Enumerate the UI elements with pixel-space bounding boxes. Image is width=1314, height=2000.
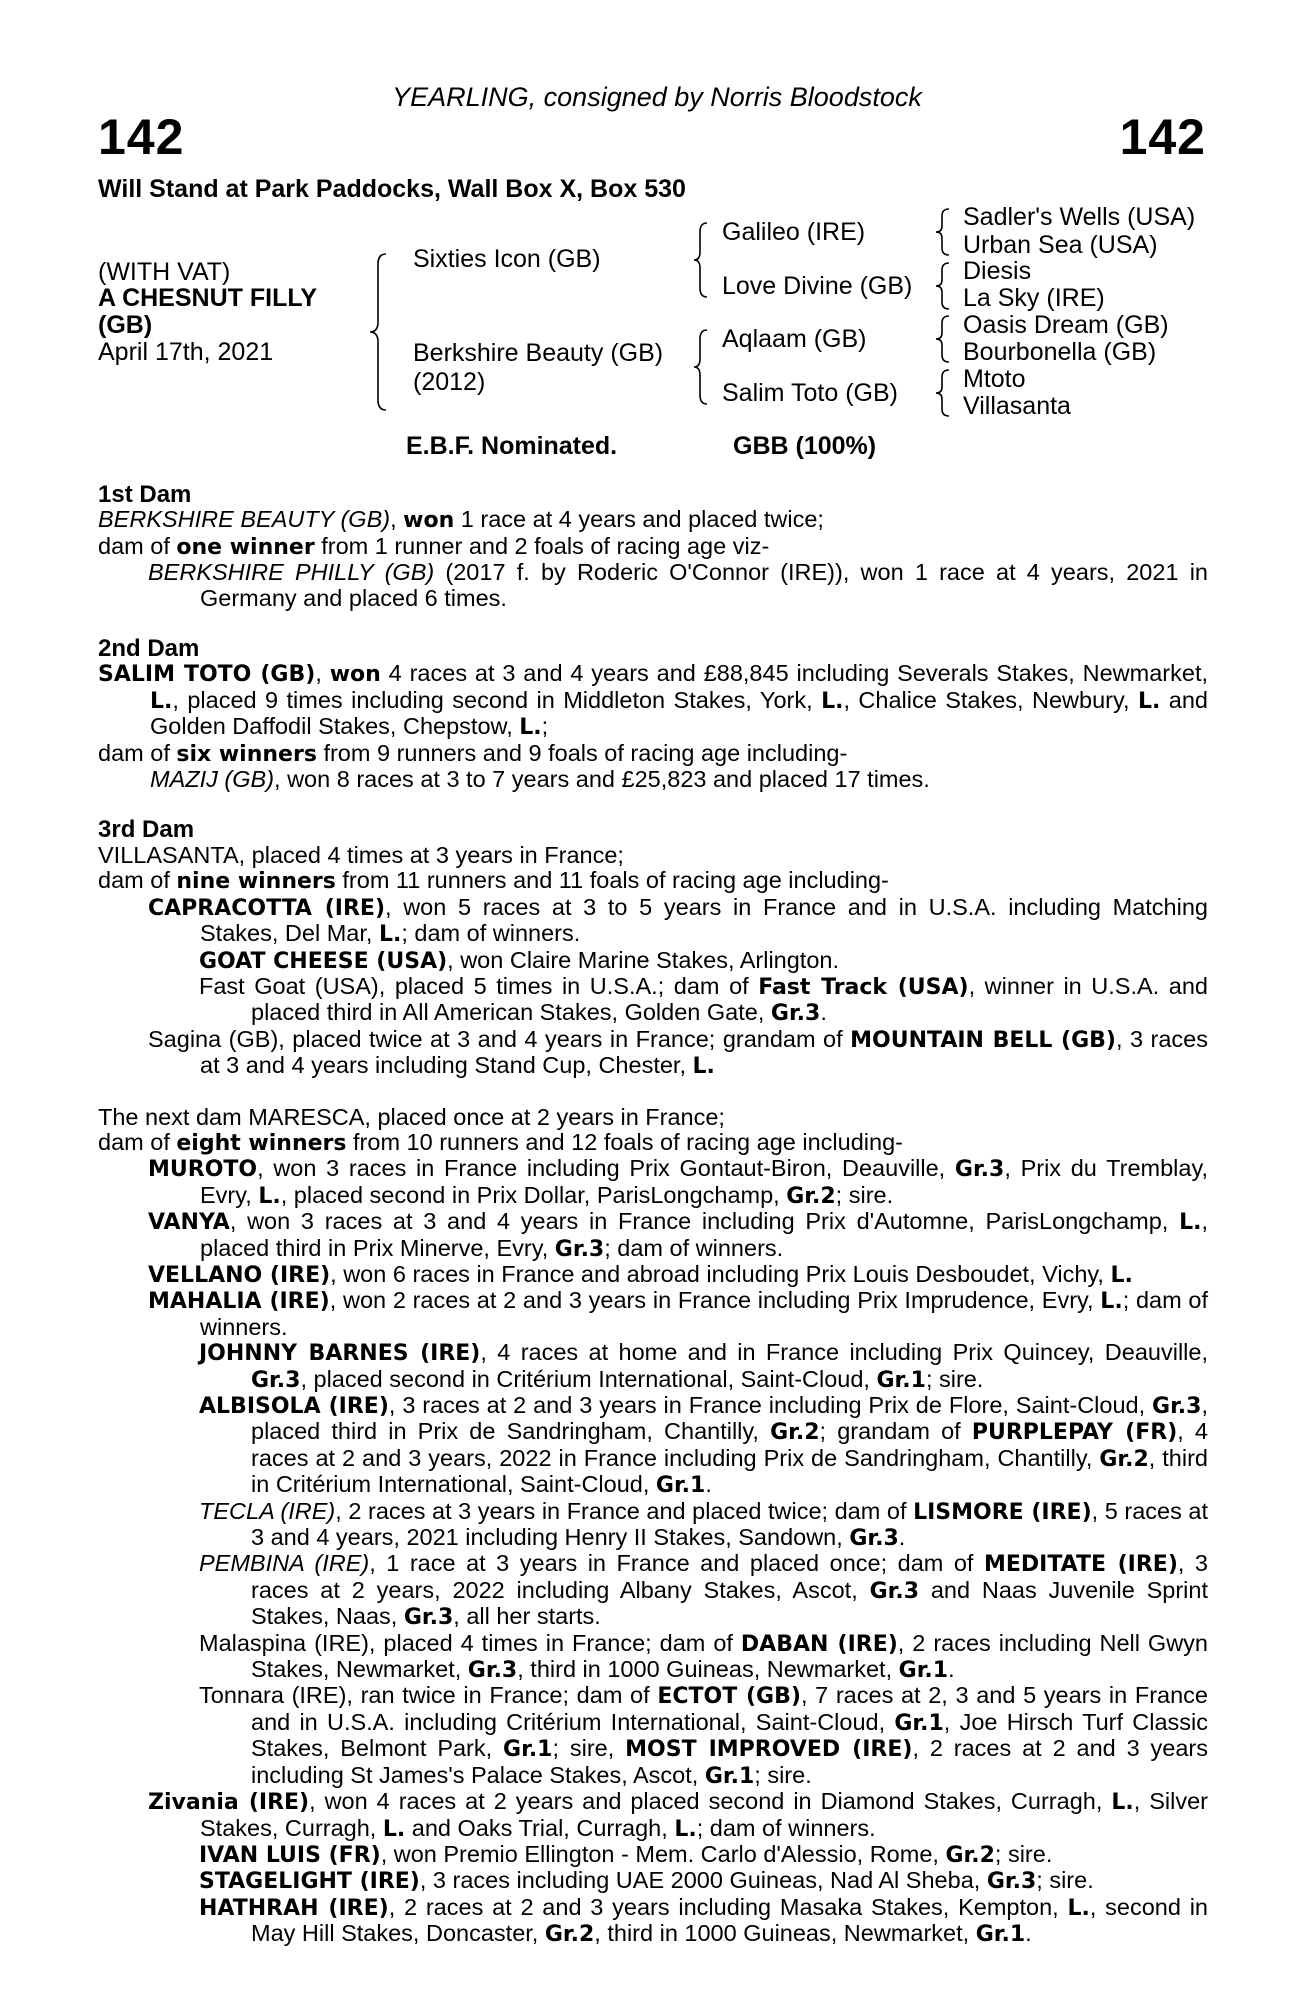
brace-parents (368, 250, 390, 414)
lot-number-left: 142 (98, 109, 185, 165)
third-dam-produce: dam of nine winners from 11 runners and 11 foals of racing age including- (98, 867, 889, 895)
gg-8: Villasanta (963, 392, 1071, 420)
second-dam-produce: dam of six winners from 9 runners and 9 foals of racing age including- (98, 739, 848, 767)
foaling-date: April 17th, 2021 (98, 338, 274, 366)
second-dam-offspring: MAZIJ (GB), won 8 races at 3 to 7 years and £25,823 and placed 17 times. (150, 766, 930, 793)
sire-dam: Love Divine (GB) (722, 272, 913, 300)
consignment-line: YEARLING, consigned by Norris Bloodstock (392, 82, 922, 112)
produce-vanya: VANYA, won 3 races at 3 and 4 years in France including Prix d'Automne, ParisLongchamp, L., placed third in Prix Minerve, Evry, Gr.3; dam of winners. (148, 1208, 1208, 1262)
dam-sire: Aqlaam (GB) (722, 325, 867, 353)
produce-mahalia: MAHALIA (IRE), won 2 races at 2 and 3 years in France including Prix Imprudence, Evry, L.; dam of winners. (148, 1287, 1208, 1340)
gg-1: Sadler's Wells (USA) (963, 203, 1196, 231)
brace-sire (692, 220, 710, 300)
produce-vellano: VELLANO (IRE), won 6 races in France and abroad including Prix Louis Desboudet, Vichy, L. (148, 1260, 1133, 1288)
produce-malaspina: Malaspina (IRE), placed 4 times in France; dam of DABAN (IRE), 2 races including Nell Gwyn Stakes, Newmarket, Gr.3, third in 1000 Guineas, Newmarket, Gr.1. (199, 1629, 1208, 1684)
horse-name: A CHESNUT FILLY (98, 284, 317, 312)
second-dam-text: SALIM TOTO (GB), won 4 races at 3 and 4 years and £88,845 including Severals Stakes, Newmarket, L., placed 9 times including second in Middleton Stakes, York, L., Chalice Stakes, Newbury, L. and Golden Daffodil Stakes, Chepstow, L.; (98, 660, 1209, 741)
produce-zivania: Zivania (IRE), won 4 races at 2 years and placed second in Diamond Stakes, Curragh, L., Silver Stakes, Curragh, L. and Oaks Trial, Curragh, L.; dam of winners. (148, 1788, 1208, 1842)
brace-g2 (934, 260, 952, 312)
first-dam-heading: 1st Dam (98, 481, 192, 508)
produce-tecla: TECLA (IRE), 2 races at 3 years in France and placed twice; dam of LISMORE (IRE), 5 races at 3 and 4 years, 2021 including Henry II Stakes, Sandown, Gr.3. (199, 1497, 1208, 1552)
dam-lines (98, 482, 1208, 1948)
horse-country: (GB) (98, 311, 153, 339)
produce-goat-cheese: GOAT CHEESE (USA), won Claire Marine Stakes, Arlington. (199, 946, 840, 974)
gg-6: Bourbonella (GB) (963, 338, 1157, 366)
produce-sagina: Sagina (GB), placed twice at 3 and 4 years in France; grandam of MOUNTAIN BELL (GB), 3 races at 3 and 4 years including Stand Cup, Chester, L. (148, 1025, 1209, 1080)
gbb-percent: GBB (100%) (733, 432, 877, 460)
produce-capracotta: CAPRACOTTA (IRE), won 5 races at 3 to 5 years in France and in U.S.A. including Matching Stakes, Del Mar, L.; dam of winners. (148, 893, 1208, 948)
third-dam-text: VILLASANTA, placed 4 times at 3 years in France; (98, 841, 624, 868)
produce-tonnara: Tonnara (IRE), ran twice in France; dam of ECTOT (GB), 7 races at 2, 3 and 5 years in France and in U.S.A. including Critérium International, Saint-Cloud, Gr.1, Joe Hirsch Turf Classic Stakes, Belmont Park, Gr.1; sire, MOST IMPROVED (IRE), 2 races at 2 and 3 years including St James's Palace Stakes, Ascot, Gr.1; sire. (199, 1682, 1209, 1789)
lot-number-right: 142 (1119, 109, 1206, 165)
first-dam-produce: dam of one winner from 1 runner and 2 foals of racing age viz- (98, 532, 770, 560)
sire-sire: Galileo (IRE) (722, 218, 866, 246)
third-dam-heading: 3rd Dam (98, 816, 195, 844)
produce-albisola: ALBISOLA (IRE), 3 races at 2 and 3 years in France including Prix de Flore, Saint-Cloud, Gr.3, placed third in Prix de Sandringham, Chantilly, Gr.2; grandam of PURPLEPAY (FR), 4 races at 2 and 3 years, 2022 in France including Prix de Sandringham, Chantilly, Gr.2, third in Critérium International, Saint-Cloud, Gr.1. (199, 1392, 1208, 1499)
produce-fast-goat: Fast Goat (USA), placed 5 times in U.S.A.; dam of Fast Track (USA), winner in U.S.A. and placed third in All American Stakes, Golden Gate, Gr.3. (199, 972, 1208, 1027)
produce-hathrah: HATHRAH (IRE), 2 races at 2 and 3 years including Masaka Stakes, Kempton, L., second in May Hill Stakes, Doncaster, Gr.2, third in 1000 Guineas, Newmarket, Gr.1. (199, 1893, 1209, 1948)
gg-3: Diesis (963, 257, 1032, 285)
sire: Sixties Icon (GB) (413, 245, 601, 273)
ebf-nominated: E.B.F. Nominated. (406, 432, 618, 460)
stand-location: Will Stand at Park Paddocks, Wall Box X, Box 530 (98, 175, 686, 203)
produce-ivan-luis: IVAN LUIS (FR), won Premio Ellington - Mem. Carlo d'Alessio, Rome, Gr.2; sire. (199, 1840, 1053, 1868)
dam-name: Berkshire Beauty (GB) (413, 339, 664, 367)
vat-note: (WITH VAT) (98, 258, 231, 286)
brace-dam (692, 327, 710, 407)
second-dam-heading: 2nd Dam (98, 635, 200, 663)
dam-dam: Salim Toto (GB) (722, 379, 898, 407)
produce-muroto: MUROTO, won 3 races in France including Prix Gontaut-Biron, Deauville, Gr.3, Prix du Tremblay, Evry, L., placed second in Prix Dollar, ParisLongchamp, Gr.2; sire. (148, 1155, 1208, 1209)
brace-g1 (934, 206, 952, 258)
produce-stagelight: STAGELIGHT (IRE), 3 races including UAE 2000 Guineas, Nad Al Sheba, Gr.3; sire. (199, 1867, 1094, 1895)
brace-g4 (934, 367, 952, 419)
first-dam-text: BERKSHIRE BEAUTY (GB), won 1 race at 4 years and placed twice; (98, 506, 824, 534)
gg-7: Mtoto (963, 365, 1026, 393)
produce-johnny-barnes: JOHNNY BARNES (IRE), 4 races at home and in France including Prix Quincey, Deauville, Gr.3, placed second in Critérium International, Saint-Cloud, Gr.1; sire. (199, 1339, 1208, 1393)
gg-2: Urban Sea (USA) (963, 231, 1158, 259)
first-dam-offspring: BERKSHIRE PHILLY (GB) (2017 f. by Roderic O'Connor (IRE)), won 1 race at 4 years, 2021 in Germany and placed 6 times. (148, 559, 1208, 611)
gg-5: Oasis Dream (GB) (963, 311, 1169, 339)
brace-g3 (934, 313, 952, 365)
next-dam-text: The next dam MARESCA, placed once at 2 years in France; (98, 1103, 725, 1130)
gg-4: La Sky (IRE) (963, 284, 1105, 312)
dam-year: (2012) (413, 368, 486, 396)
next-dam-produce: dam of eight winners from 10 runners and 12 foals of racing age including- (98, 1128, 903, 1156)
produce-pembina: PEMBINA (IRE), 1 race at 3 years in France and placed once; dam of MEDITATE (IRE), 3 races at 2 years, 2022 including Albany Stakes, Ascot, Gr.3 and Naas Juvenile Sprint Stakes, Naas, Gr.3, all her starts. (199, 1550, 1208, 1631)
